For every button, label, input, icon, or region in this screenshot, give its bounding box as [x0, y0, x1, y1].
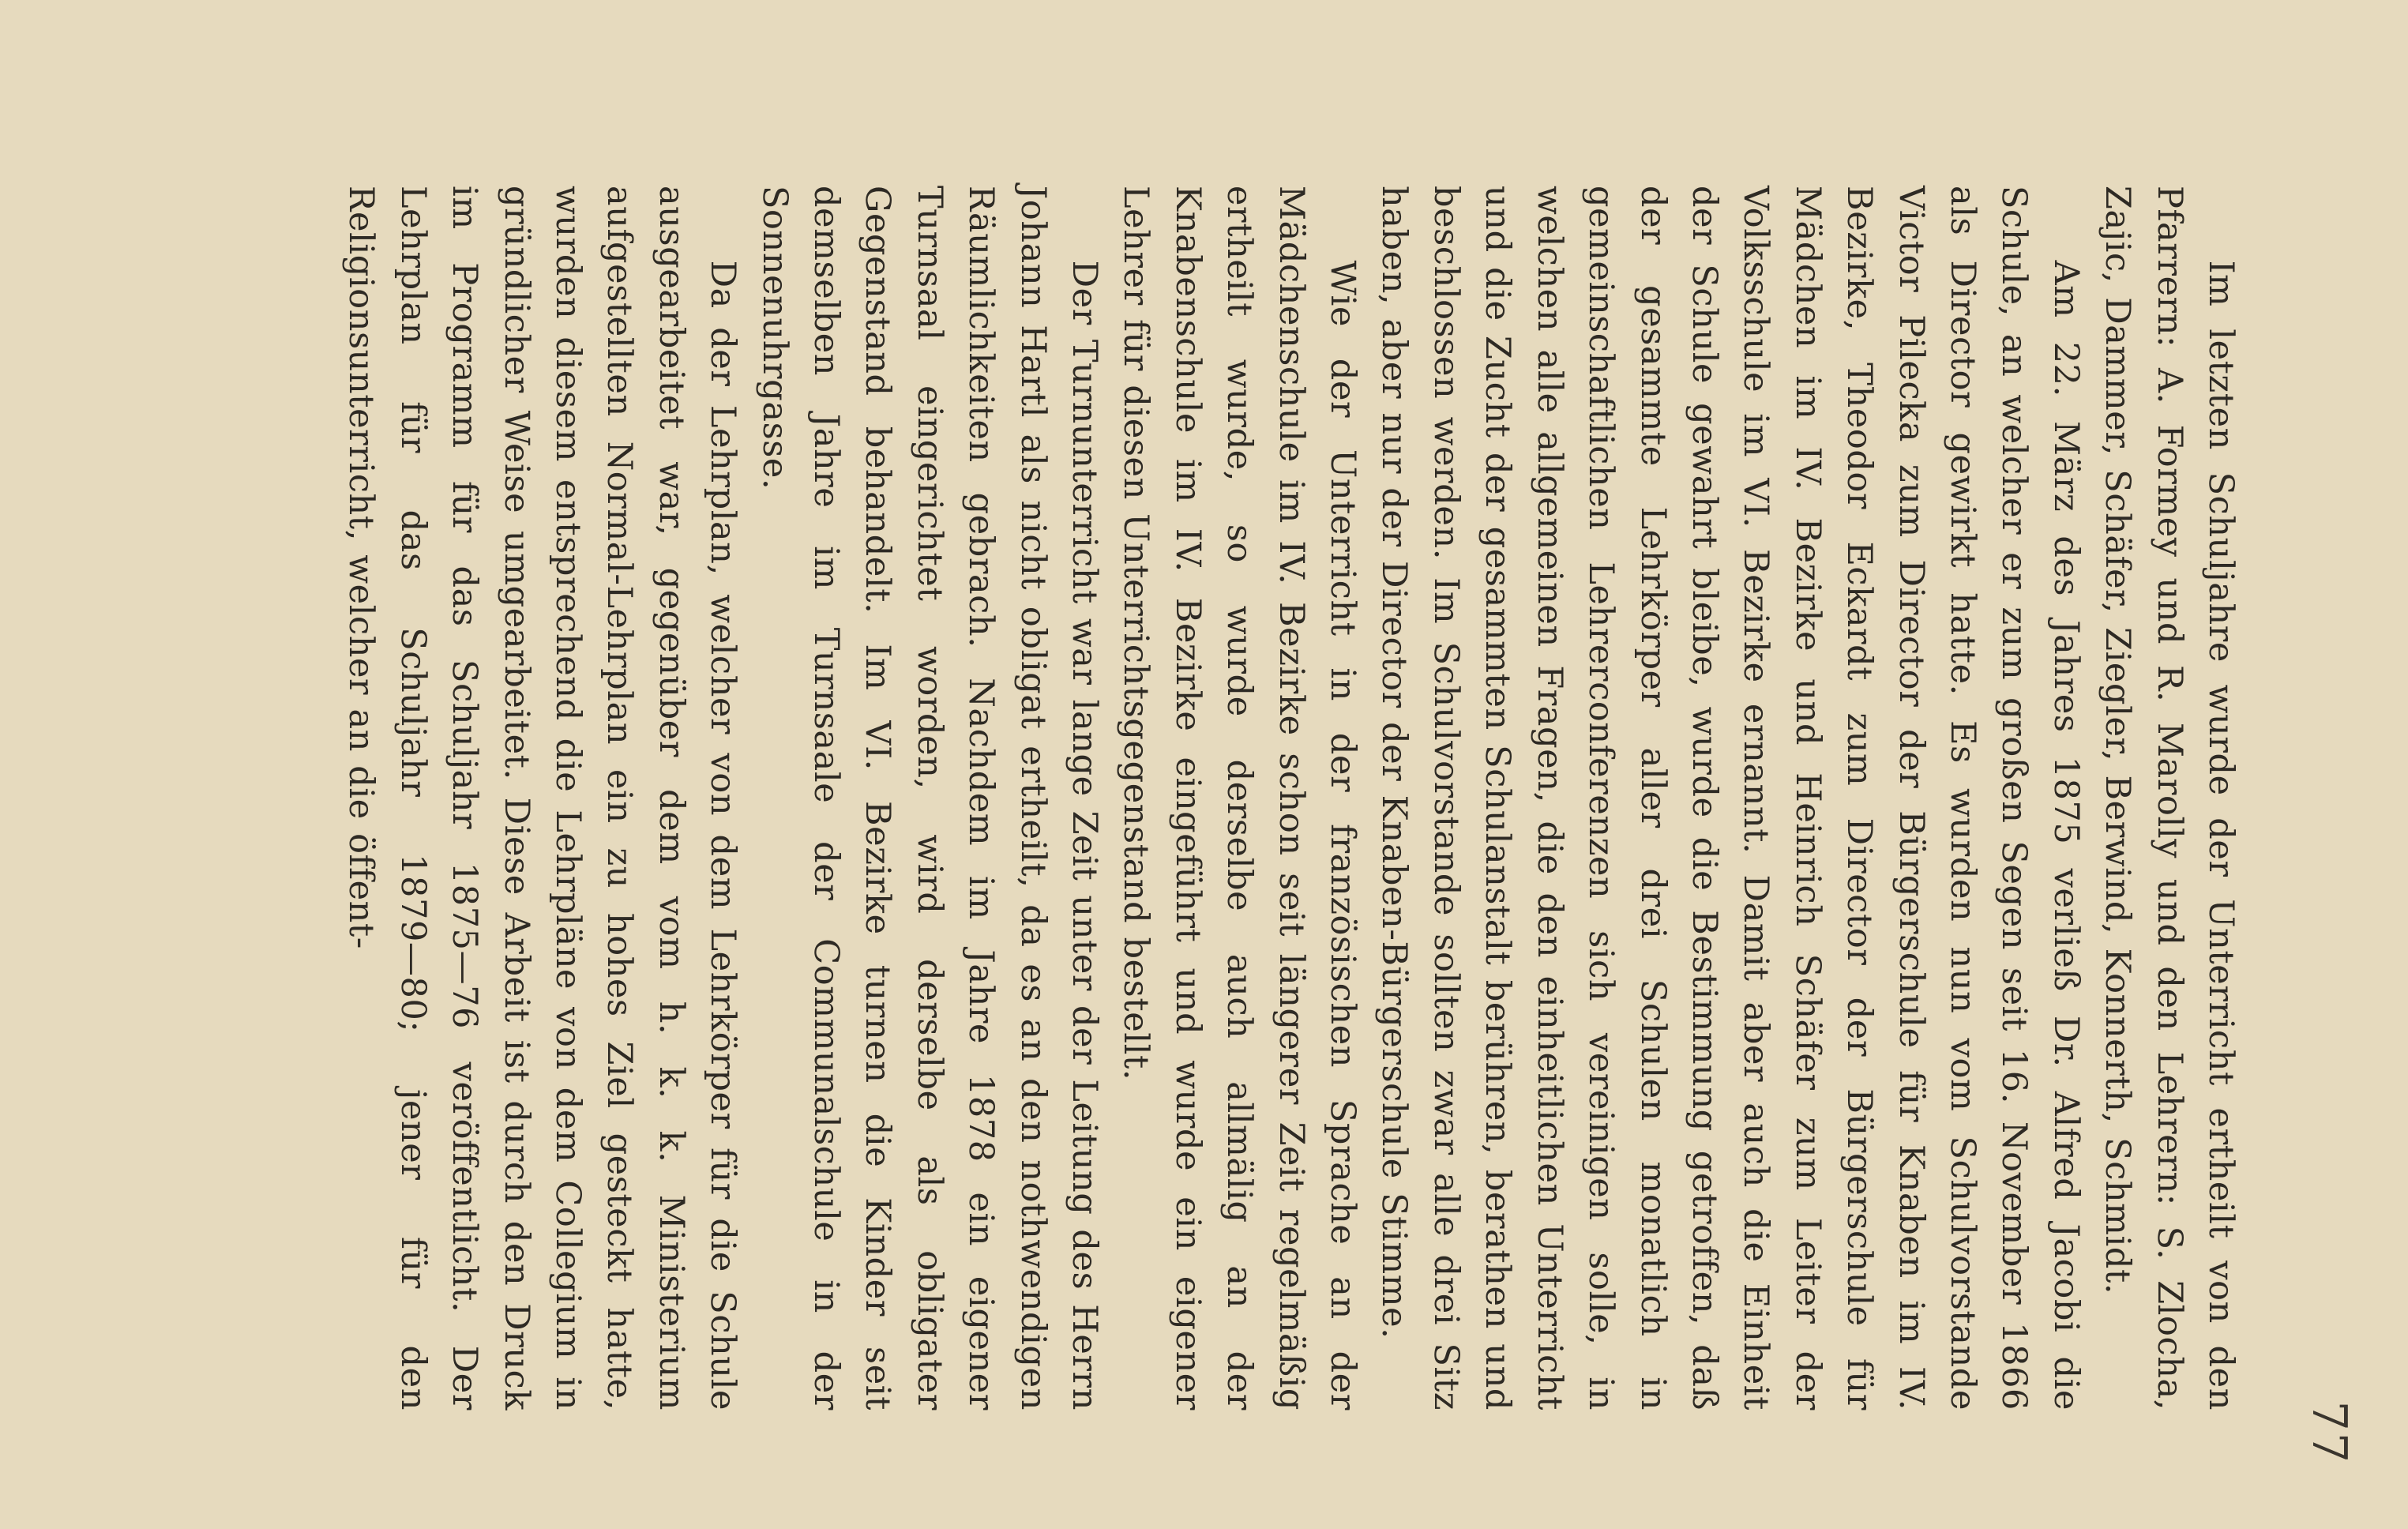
- paragraph-teachers: Im letzten Schuljahre wurde der Unterricht ertheilt von den Pfarrern: A. Formey und R. Marolly und den Lehrern: S. Zlocha, Zajic, Dammer, Schäfer, Ziegler, Berwind, Konnerth, Schmidt.: [2098, 186, 2241, 1411]
- page-number: 77: [2301, 1400, 2357, 1464]
- paragraph-french-instruction: Wie der Unterricht in der französischen Sprache an der Mädchenschule im IV. Bezirke schon seit längerer Zeit regelmäßig ertheilt wurde, so wurde derselbe auch allmälig an der Knabenschule im IV. Bezirke eingeführt und wurde ein eigener Lehrer für diesen Unterrichtsgegenstand bestellt.: [1116, 186, 1363, 1411]
- paragraph-directors: Am 22. März des Jahres 1875 verließ Dr. Alfred Jacobi die Schule, an welcher er zum großen Segen seit 16. November 1866 als Director gewirkt hatte. Es wurden nun vom Schulvorstande Victor Pilecka zum Director der Bürgerschule für Knaben im IV. Bezirke, Theodor Eckardt zum Director der Bürgerschule für Mädchen im IV. Bezirke und Heinrich Schäfer zum Leiter der Volksschule im VI. Bezirke ernannt. Damit aber auch die Einheit der Schule gewahrt bleibe, wurde die Bestimmung getroffen, daß der gesammte Lehrkörper aller drei Schulen monatlich in gemeinschaftlichen Lehrerconferenzen sich vereinigen solle, in welchen alle allgemeinen Fragen, die den einheitlichen Unterricht und die Zucht der gesammten Schulanstalt berühren, berathen und beschlossen werden. Im Schulvorstande sollten zwar alle drei Sitz haben, aber nur der Director der Knaben-Bürgerschule Stimme.: [1374, 186, 2086, 1411]
- paragraph-curriculum: Da der Lehrplan, welcher von dem Lehrkörper für die Schule ausgearbeitet war, gegenüber dem vom h. k. k. Ministerium aufgestellten Normal-Lehrplan ein zu hohes Ziel gesteckt hatte, wurden diesem entsprechend die Lehrpläne von dem Collegium in gründlicher Weise umgearbeitet. Diese Arbeit ist durch den Druck im Programm für das Schuljahr 1875—76 veröffentlicht. Der Lehrplan für das Schuljahr 1879—80; jener für den Religionsunterricht, welcher an die öffent-: [341, 186, 743, 1411]
- paragraph-gymnastics: Der Turnunterricht war lange Zeit unter der Leitung des Herrn Johann Hartl als nicht obligat ertheilt, da es an den nothwendigen Räumlichkeiten gebrach. Nachdem im Jahre 1878 ein eigener Turnsaal eingerichtet worden, wird derselbe als obligater Gegenstand behandelt. Im VI. Bezirke turnen die Kinder seit demselben Jahre im Turnsaale der Communalschule in der Sonnenuhrgasse.: [754, 186, 1105, 1411]
